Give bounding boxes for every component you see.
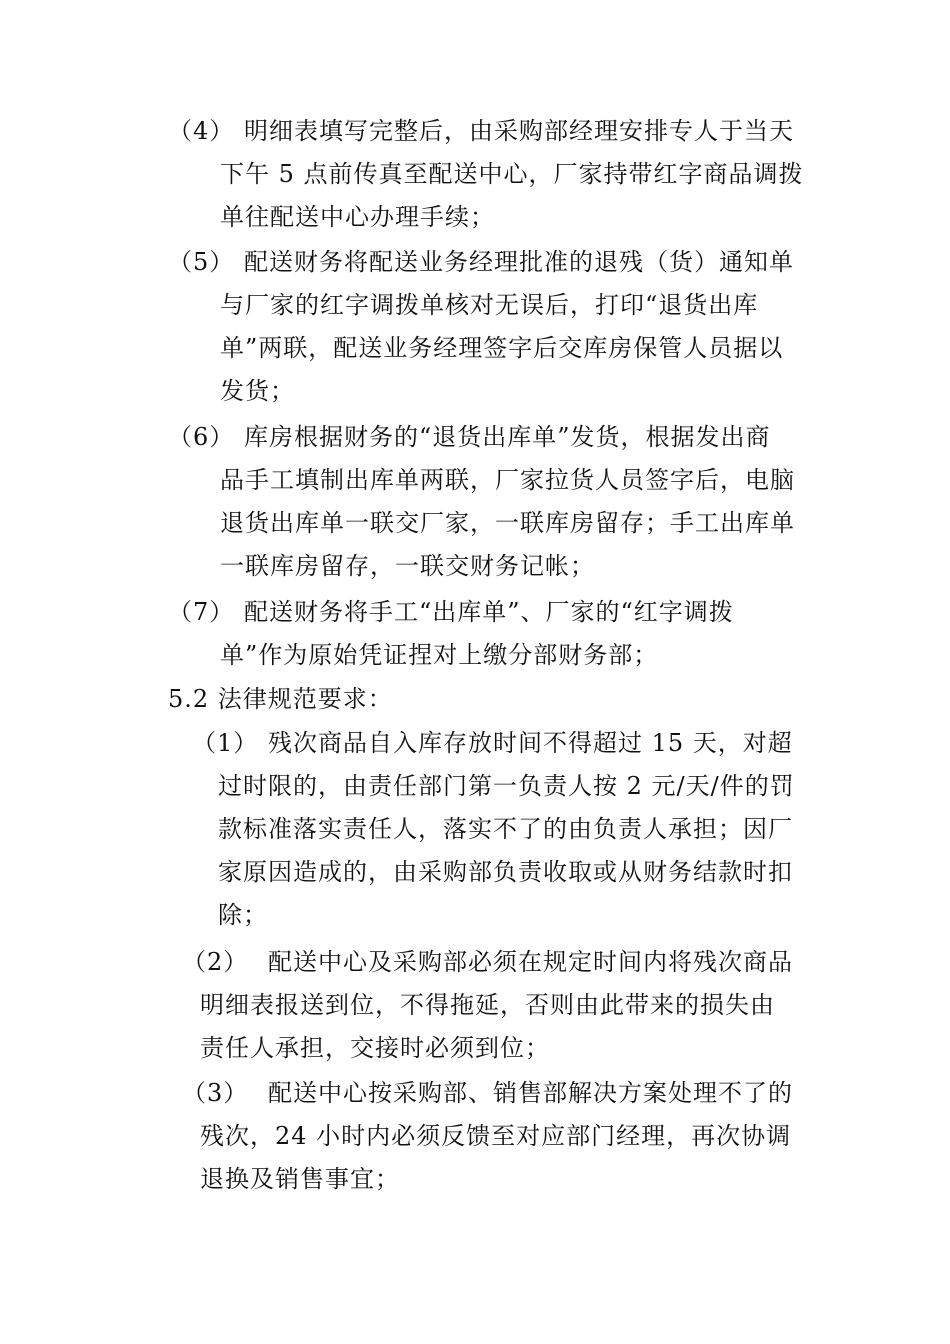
item-number: （1）: [192, 729, 259, 757]
item-line: 单往配送中心办理手续；: [220, 203, 495, 231]
item-line: 配送中心及采购部必须在规定时间内将残次商品: [268, 948, 793, 976]
item-line: 配送财务将配送业务经理批准的退残（货）通知单: [244, 248, 794, 276]
item-line: 退换及销售事宜；: [200, 1165, 400, 1193]
item-line: 下午 5 点前传真至配送中心，厂家持带红字商品调拨: [220, 160, 804, 188]
item-line: 款标准落实责任人，落实不了的由负责人承担；因厂: [218, 815, 793, 843]
item-line: 单”作为原始凭证捏对上缴分部财务部；: [220, 641, 659, 669]
item-line: 配送中心按采购部、销售部解决方案处理不了的: [268, 1079, 793, 1107]
item-line: 与厂家的红字调拨单核对无误后，打印“退货出库: [220, 291, 759, 319]
item-line: 发货；: [220, 377, 295, 405]
requirement-item-2: [182, 941, 822, 1070]
procedure-item-6: [168, 416, 818, 588]
item-line: 责任人承担，交接时必须到位；: [200, 1034, 550, 1062]
item-line: 明细表报送到位，不得拖延，否则由此带来的损失由: [200, 991, 775, 1019]
item-line: 家原因造成的，由采购部负责收取或从财务结款时扣: [218, 858, 793, 886]
item-number: （4）: [168, 117, 235, 145]
item-line: 残次商品自入库存放时间不得超过 15 天，对超: [268, 729, 793, 757]
item-line: 除；: [218, 901, 268, 929]
item-number: （2）: [182, 948, 249, 976]
item-line: 一联库房留存，一联交财务记帐；: [220, 552, 595, 580]
item-line: 过时限的，由责任部门第一负责人按 2 元/天/件的罚: [218, 772, 795, 800]
item-line: 配送财务将手工“出库单”、厂家的“红字调拨: [244, 598, 734, 626]
procedure-item-7: [168, 591, 818, 677]
item-line: 残次，24 小时内必须反馈至对应部门经理，再次协调: [200, 1122, 792, 1150]
item-line: 明细表填写完整后，由采购部经理安排专人于当天: [244, 117, 794, 145]
item-line: 单”两联，配送业务经理签字后交库房保管人员据以: [220, 334, 784, 362]
requirement-item-1: [192, 722, 822, 937]
item-number: （7）: [168, 598, 235, 626]
item-number: （6）: [168, 423, 235, 451]
item-line: 退货出库单一联交厂家，一联库房留存；手工出库单: [220, 509, 795, 537]
item-number: （3）: [182, 1079, 249, 1107]
procedure-item-4: [168, 110, 818, 239]
item-line: 品手工填制出库单两联，厂家拉货人员签字后，电脑: [220, 466, 795, 494]
section-heading: 5.2 法律规范要求：: [168, 685, 393, 713]
requirement-item-3: [182, 1072, 822, 1201]
procedure-item-5: [168, 241, 818, 413]
item-number: （5）: [168, 248, 235, 276]
item-line: 库房根据财务的“退货出库单”发货，根据发出商: [244, 423, 771, 451]
